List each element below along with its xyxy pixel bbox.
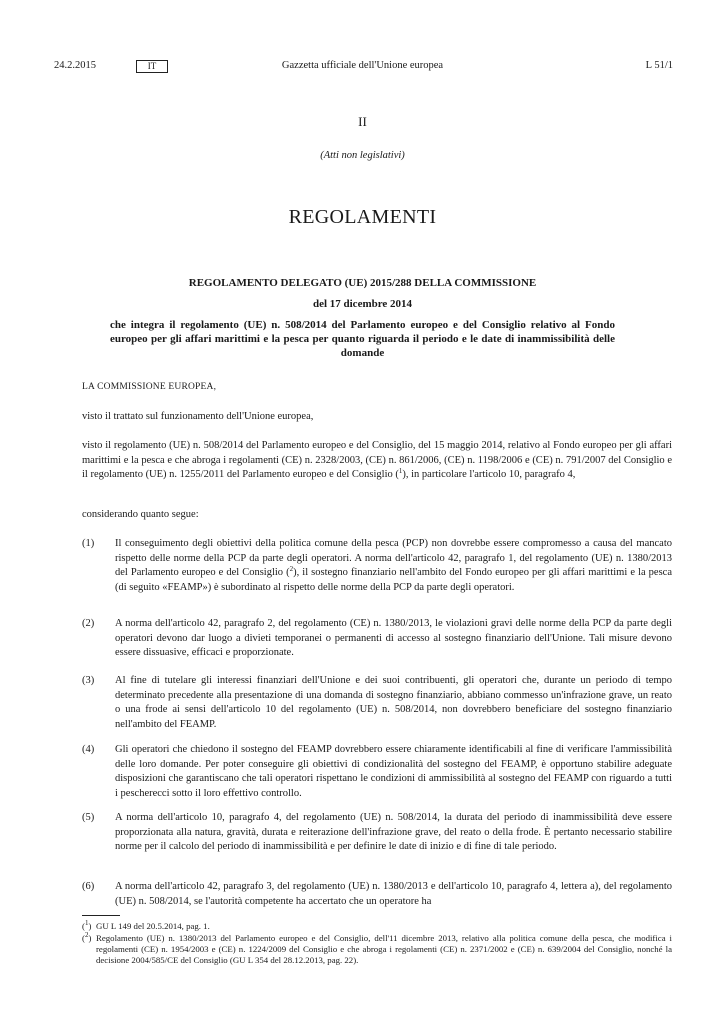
regulation-date: del 17 dicembre 2014: [312, 298, 413, 310]
part-number: II: [358, 114, 367, 129]
footnote-divider: [82, 915, 120, 916]
citation-text: visto il regolamento (UE) n. 508/2014 del Parlamento europeo e del Consiglio, del 15 maggio 2014, relativo al Fondo europeo per gli affari marittimi e la pesca e che abroga i regolamenti (CE) n. 2328/2003, (CE) n. 861/2006, (CE) n. 1198/2006 e (CE) n. 791/2007 del Consiglio e il regolamento (UE) n. 1255/2011 del Parlamento europeo e del Consiglio (: [82, 440, 672, 480]
recital-number: (3): [82, 675, 95, 686]
recital-text-part: Il conseguimento degli obiettivi della politica comune della pesca (PCP) non dovrebbe essere compromesso a causa del mancato rispetto delle norme della PCP da parte degli operatori. A norma dell'articolo 42, paragrafo 1, del regolamento (UE) n. 1380/2013 del Parlamento europeo e del Consiglio (: [115, 538, 672, 578]
regulation-title: REGOLAMENTO DELEGATO (UE) 2015/288 DELLA COMMISSIONE: [188, 277, 537, 289]
footnote-mark: 2: [84, 931, 89, 939]
recital-text: A norma dell'articolo 42, paragrafo 3, del regolamento (UE) n. 1380/2013 e dell'articolo 10, paragrafo 4, lettera a), del regolamento (UE) n. 508/2014, se l'autorità competente ha accertato che un operatore ha: [115, 881, 672, 907]
part-subtitle: (Atti non legislativi): [320, 150, 405, 161]
recital-number: (2): [82, 618, 95, 629]
section-title: REGOLAMENTI: [288, 206, 437, 228]
recital-text: Gli operatori che chiedono il sostegno del FEAMP dovrebbero essere chiaramente identificabili al fine di verificare l'ammissibilità delle loro domande. Per poter conseguire gli obiettivi di condizionalità del sostegno del FEAMP, è opportuno stabilire adeguate disposizioni che garantiscano che tali operatori rispettano le condizioni di ammissibilità al sostegno del FEAMP con riguardo a tutti i pescherecci sotto il loro effettivo controllo.: [115, 744, 672, 799]
recital-text-part: ), il sostegno finanziario nell'ambito del Fondo europeo per gli affari marittimi e la pesca (di seguito «FEAMP») è subordinato al rispetto delle norme della PCP da parte degli operatori.: [115, 567, 672, 593]
recital-number: (5): [82, 812, 95, 823]
recital-text: Al fine di tutelare gli interessi finanziari dell'Unione e dei suoi contribuenti, gli operatori che, durante un periodo di tempo determinato precedente alla presentazione di una domanda di sostegno finanziario, abbiano commesso un'infrazione grave, un reato o una frode ai sensi dell'articolo 10 del regolamento (UE) n. 508/2014, non dovrebbero beneficiare del sostegno finanziario nell'ambito del FEAMP.: [115, 675, 672, 730]
language-code-box: IT: [136, 60, 168, 73]
citation-regulation: [82, 439, 672, 483]
recital-text: A norma dell'articolo 10, paragrafo 4, del regolamento (UE) n. 508/2014, la durata del periodo di inammissibilità deve essere proporzionata alla natura, gravità, durata e reiterazione dell'infrazione grave, del reato o della frode. È pertanto necessario stabilire norme per il calcolo del periodo di inammissibilità e per definire le date di inizio e di fine di tale periodo.: [115, 812, 672, 852]
footnote-number: ($^1$): [82, 919, 92, 931]
header-date: 24.2.2015: [54, 60, 96, 71]
commission-heading: LA COMMISSIONE EUROPEA,: [82, 382, 217, 392]
recital-number: (1): [82, 538, 95, 549]
citation-text: ), in particolare l'articolo 10, paragrafo 4,: [402, 469, 576, 480]
journal-title: Gazzetta ufficiale dell'Unione europea: [281, 60, 444, 71]
footnote-ref: 1: [398, 467, 403, 475]
footnote-number: ($^2$): [82, 931, 92, 943]
citation-treaty: visto il trattato sul funzionamento dell'Unione europea,: [82, 411, 314, 422]
footnote-ref: 2: [289, 565, 294, 573]
recital-text: A norma dell'articolo 42, paragrafo 2, del regolamento (CE) n. 1380/2013, le violazioni gravi delle norme della PCP da parte degli operatori devono dar luogo a divieti temporanei o permanenti di accesso al sostegno finanziario dell'Unione. Tali misure devono essere dissuasive, efficaci e proporzionate.: [115, 618, 672, 658]
footnote-text: Regolamento (UE) n. 1380/2013 del Parlamento europeo e del Consiglio, dell'11 dicembre 2013, relativo alla politica comune della pesca, che modifica i regolamenti (CE) n. 1954/2003 e (CE) n. 1224/2009 del Consiglio e che abroga i regolamenti (CE) n. 2371/2002 e (CE) n. 639/2004 del Consiglio, nonché la decisione 2004/585/CE del Consiglio (GU L 354 del 28.12.2013, pag. 22).: [96, 933, 672, 965]
regulation-subject: che integra il regolamento (UE) n. 508/2014 del Parlamento europeo e del Consiglio relativo al Fondo europeo per gli affari marittimi e la pesca per quanto riguarda il periodo e le date di inammissibilità delle domande: [110, 319, 615, 359]
footnote-text: GU L 149 del 20.5.2014, pag. 1.: [96, 921, 210, 931]
page-reference: L 51/1: [645, 60, 673, 71]
recital-number: (6): [82, 881, 95, 892]
footnote-mark: 1: [84, 919, 89, 927]
recital-text: [115, 537, 672, 595]
recital-number: (4): [82, 744, 95, 755]
whereas-intro: considerando quanto segue:: [82, 509, 199, 520]
